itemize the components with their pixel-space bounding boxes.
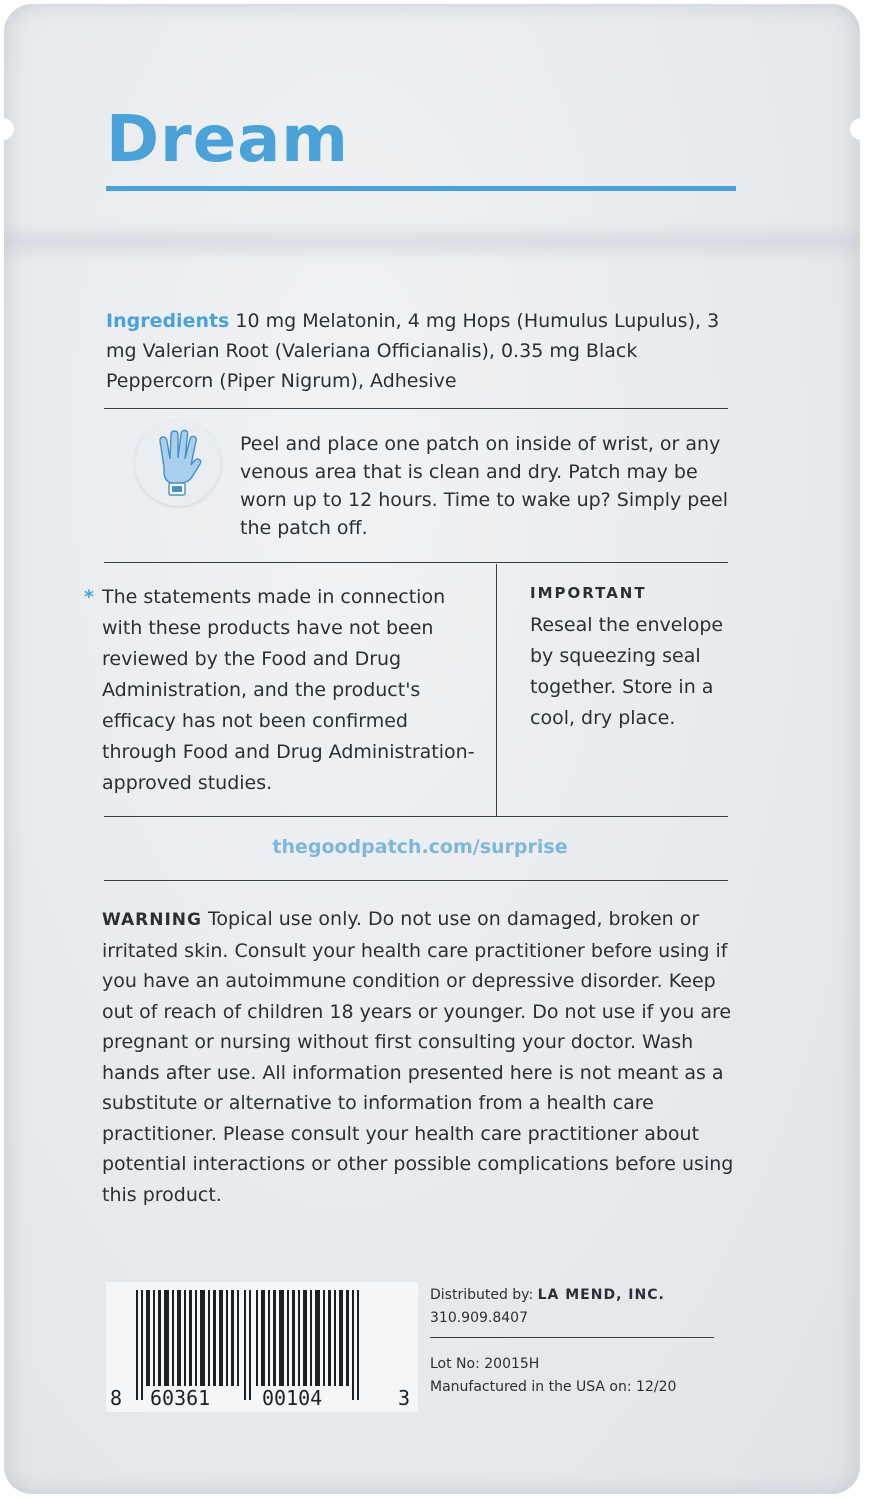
important-note	[530, 582, 730, 734]
important-heading: IMPORTANT	[530, 584, 647, 602]
usage-instructions: Peel and place one patch on inside of wrist, or any venous area that is clean and dry. Patch may be worn up to 12 hours. Time to wake up? Simply peel the patch off.	[240, 433, 728, 539]
important-text: Reseal the envelope by squeezing seal together. Store in a cool, dry place.	[530, 614, 724, 729]
column-divider	[496, 564, 497, 816]
title-underline	[106, 186, 736, 191]
barcode-digit-first: 8	[110, 1386, 123, 1410]
distributor-phone: 310.909.8407	[430, 1310, 528, 1326]
distributor-name: LA MEND, INC.	[537, 1287, 665, 1303]
fda-disclaimer	[84, 582, 484, 799]
barcode-group-1: 60361	[150, 1386, 211, 1410]
barcode-group-2: 00104	[262, 1386, 323, 1410]
product-title: Dream	[106, 103, 349, 177]
manufacture-date: Manufactured in the USA on: 12/20	[430, 1379, 677, 1395]
distributor-info	[430, 1285, 730, 1305]
disclaimer-text: The statements made in connection with these products have not been reviewed by the Food and Drug Administration, and the product's efficacy has not been confirmed through Food and Drug Administration-approved studies.	[102, 586, 475, 794]
divider-2	[104, 562, 728, 563]
warning-block	[102, 904, 742, 1210]
warning-label: WARNING	[102, 910, 202, 930]
lot-number: Lot No: 20015H	[430, 1356, 540, 1372]
ingredients-block	[106, 306, 746, 396]
ingredients-label: Ingredients	[106, 310, 230, 332]
warning-text: Topical use only. Do not use on damaged, broken or irritated skin. Consult your health care practitioner before using if you have an autoimmune condition or depressive disorder. Keep out of reach of children 18 years or younger. Do not use if you are pregnant or nursing without first consulting your doctor. Wash hands after use. All information presented here is not meant as a substitute or alternative to information from a health care practitioner. Please consult your health care practitioner about potential interactions or other possible complications before using this product.	[102, 908, 734, 1206]
divider-4	[104, 880, 728, 881]
divider-1	[104, 408, 728, 409]
divider-5	[430, 1337, 714, 1338]
ingredients-text: 10 mg Melatonin, 4 mg Hops (Humulus Lupulus), 3 mg Valerian Root (Valeriana Officianalis), 0.35 mg Black Peppercorn (Piper Nigrum), Adhesive	[106, 310, 720, 392]
barcode-digit-last: 3	[398, 1386, 411, 1410]
website-link[interactable]: thegoodpatch.com/surprise	[272, 836, 568, 858]
hand-icon	[135, 420, 221, 506]
zip-seal-strip	[4, 222, 860, 262]
divider-3	[104, 816, 728, 817]
asterisk-marker: *	[84, 586, 94, 608]
distributor-label: Distributed by:	[430, 1287, 534, 1303]
tear-notch-right	[850, 118, 872, 140]
